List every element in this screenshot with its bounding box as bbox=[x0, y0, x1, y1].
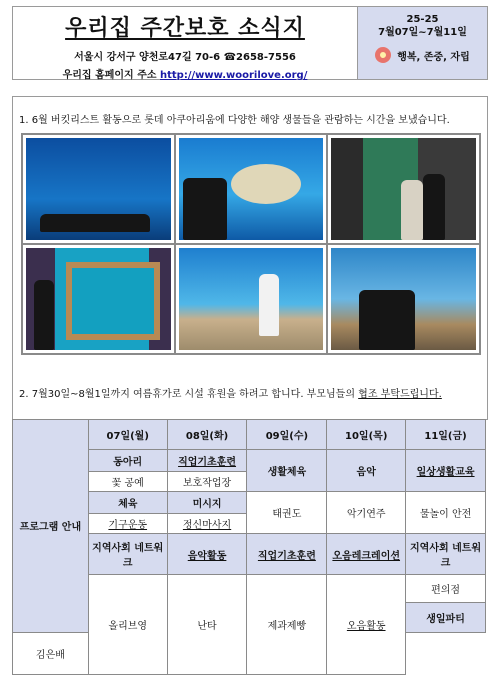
news-section bbox=[12, 96, 488, 420]
program-category: 지역사회 네트워크 bbox=[88, 534, 167, 574]
program-activity: 물놀이 안전 bbox=[406, 492, 486, 534]
program-category: 미시지 bbox=[167, 492, 247, 514]
program-activity: 편의점 bbox=[406, 574, 486, 602]
program-category: 일상생활교육 bbox=[406, 450, 486, 492]
program-activity: 정신마사지 bbox=[167, 514, 247, 534]
newsletter-header bbox=[12, 6, 488, 80]
program-category: 오음레크레이션 bbox=[327, 534, 406, 574]
homepage-line bbox=[13, 66, 357, 81]
notice-item-2-text: 2. 7월30일~8월1일까지 여름휴가로 시설 휴원을 하려고 합니다. 부모님들의 bbox=[19, 389, 355, 400]
photo-large-tank bbox=[22, 244, 175, 354]
motto-line bbox=[358, 47, 487, 63]
program-category: 직업기초훈련 bbox=[167, 450, 247, 472]
program-activity: 악기연주 bbox=[327, 492, 406, 534]
birthday-party-label: 생일파티 bbox=[406, 602, 486, 632]
program-activity: 기구운동 bbox=[88, 514, 167, 534]
program-activity: 올리브영 bbox=[88, 574, 167, 674]
day-header: 08일(화) bbox=[167, 420, 247, 450]
program-category: 생활체육 bbox=[247, 450, 327, 492]
homepage-link[interactable]: http://www.woorilove.org/ bbox=[160, 70, 308, 81]
program-category: 음악 bbox=[327, 450, 406, 492]
header-title-block bbox=[13, 7, 358, 79]
photo-stingray-tank bbox=[175, 134, 328, 244]
issue-date-range: 7월07일~7월11일 bbox=[378, 27, 467, 38]
program-section-label: 프로그램 안내 bbox=[13, 420, 89, 633]
issue-number: 25-25 bbox=[406, 14, 439, 25]
notice-item-2 bbox=[19, 385, 442, 400]
program-category: 직업기초훈련 bbox=[247, 534, 327, 574]
program-activity: 난타 bbox=[167, 574, 247, 674]
program-activity: 오음활동 bbox=[327, 574, 406, 674]
notice-item-1: 1. 6월 버킷리스트 활동으로 롯데 아쿠아리움에 다양한 해양 생물들을 관람하는 시간을 보냈습니다. bbox=[19, 115, 450, 126]
program-category: 지역사회 네트워크 bbox=[406, 534, 486, 574]
day-header: 10일(목) bbox=[327, 420, 406, 450]
program-activity: 보호작업장 bbox=[167, 472, 247, 492]
day-header: 09일(수) bbox=[247, 420, 327, 450]
program-category: 동아리 bbox=[88, 450, 167, 472]
birthday-person: 김은배 bbox=[13, 632, 89, 674]
day-header: 07일(월) bbox=[88, 420, 167, 450]
flower-logo-icon bbox=[375, 47, 391, 63]
homepage-label: 우리집 홈페이지 주소 bbox=[62, 70, 157, 81]
motto-text: 행복, 존중, 자립 bbox=[397, 51, 470, 63]
center-address: 서울시 강서구 양천로47길 70-6 ☎2658-7556 bbox=[74, 52, 296, 63]
program-category: 체육 bbox=[88, 492, 167, 514]
program-activity: 꽃 공예 bbox=[88, 472, 167, 492]
program-category: 음악활동 bbox=[167, 534, 247, 574]
issue-info-block bbox=[358, 7, 487, 79]
newsletter-title: 우리집 주간보호 소식지 bbox=[65, 16, 305, 41]
photo-fish-viewing bbox=[327, 134, 480, 244]
program-activity: 제과제빵 bbox=[247, 574, 327, 674]
photo-posing-reef bbox=[175, 244, 328, 354]
weekly-schedule-table bbox=[12, 419, 486, 675]
program-activity: 태권도 bbox=[247, 492, 327, 534]
notice-item-2-highlight: 협조 부탁드립니다. bbox=[358, 389, 442, 400]
photo-grid bbox=[21, 133, 481, 355]
day-header: 11일(금) bbox=[406, 420, 486, 450]
photo-touch-pool bbox=[327, 244, 480, 354]
photo-aquarium-group bbox=[22, 134, 175, 244]
